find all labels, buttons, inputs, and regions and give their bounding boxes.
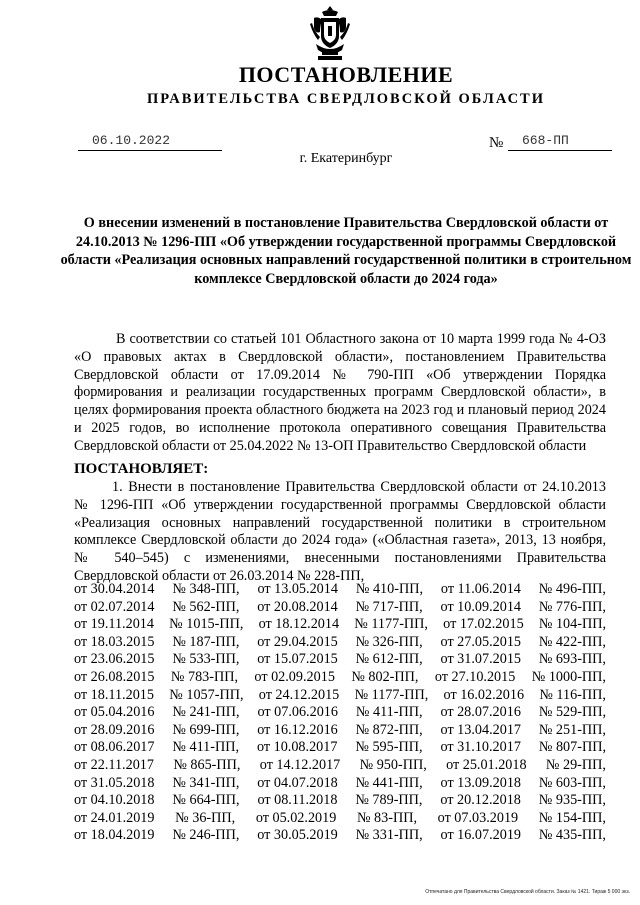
amendment-row (74, 651, 606, 669)
amendment-number: № 776-ПП, (538, 598, 606, 615)
amendment-date: от 17.02.2015 (443, 616, 524, 633)
amendment-date: от 07.06.2016 (257, 704, 338, 721)
amendment-number: № 807-ПП, (538, 739, 606, 756)
amendment-date: от 13.09.2018 (440, 774, 522, 791)
amendment-number: № 693-ПП, (538, 651, 606, 668)
amendment-date: от 15.07.2015 (257, 651, 338, 668)
amendment-row (74, 581, 606, 599)
amendment-date: от 04.07.2018 (257, 774, 338, 791)
amendment-date: от 05.04.2016 (74, 704, 155, 721)
amendment-number: № 865-ПП, (173, 756, 241, 773)
amendment-date: от 28.09.2016 (74, 721, 155, 738)
amendment-number: № 529-ПП, (538, 704, 606, 721)
amendment-number: № 326-ПП, (355, 633, 423, 650)
amendment-row (74, 775, 606, 793)
amendment-row (74, 687, 606, 705)
amendment-row (74, 827, 606, 845)
amendment-number: № 1177-ПП, (354, 686, 429, 703)
decree-keyword: ПОСТАНОВЛЯЕТ: (74, 461, 209, 477)
amendment-date: от 27.10.2015 (434, 668, 516, 685)
amendment-date: от 30.04.2014 (74, 581, 155, 597)
amendment-date: от 24.12.2015 (258, 686, 340, 703)
amendment-date: от 25.01.2018 (446, 756, 527, 773)
amendment-number: № 717-ПП, (355, 598, 423, 615)
amendment-date: от 10.08.2017 (256, 739, 338, 756)
amendment-number: № 251-ПП, (538, 721, 606, 738)
amendment-row (74, 634, 606, 652)
amendment-date: от 19.11.2014 (74, 616, 154, 633)
amendment-date: от 23.06.2015 (74, 651, 155, 668)
amendment-number: № 341-ПП, (172, 774, 240, 791)
amendments-list (74, 581, 606, 845)
amendment-number: № 562-ПП, (172, 598, 240, 615)
amendment-date: от 20.08.2014 (257, 598, 338, 615)
clause-1-paragraph: 1. Внести в постановление Правительства Свердловской области от 24.10.2013 № 1296-ПП «Об утверждении государственной программы Свердловской области «Реализация основных направлений государственной политики в строительном комплексе Свердловской области до 2024 года» («Областная газета», 2013, 13 ноября, № 540–545) с изменениями, внесенными постановлениями Правительства Свердловской области от 26.03.2014 № 228-ПП, (74, 479, 606, 584)
decree-subject: О внесении изменений в постановление Правительства Свердловской области от 24.10.2013 № 1296-ПП «Об утверждении государственной программы Свердловской области «Реализация основных направлений государственной политики в строительном комплексе Свердловской области до 2024 года» (60, 215, 632, 287)
amendment-number: № 603-ПП, (538, 774, 606, 791)
amendment-number: № 411-ПП, (172, 739, 240, 756)
amendment-row (74, 616, 606, 634)
amendment-date: от 27.05.2015 (440, 633, 522, 650)
amendment-row (74, 722, 606, 740)
amendment-date: от 18.12.2014 (258, 616, 340, 633)
amendment-date: от 18.03.2015 (74, 633, 155, 650)
coat-of-arms-emblem (308, 4, 352, 62)
amendment-row (74, 739, 606, 757)
preamble-paragraph: В соответствии со статьей 101 Областного закона от 10 марта 1999 года № 4-ОЗ «О правовых актах в Свердловской области», постановлением Правительства Свердловской области от 17.09.2014 № 790-ПП «Об утверждении Порядка формирования и реализации государственных программ Свердловской области», в целях формирования проекта областного бюджета на 2023 год и плановый период 2024 и 2025 годов, во исполнение протокола оперативного совещания Правительства Свердловской области от 25.04.2022 № 13-ОП Правительство Свердловской области (74, 331, 606, 454)
amendment-date: от 10.09.2014 (440, 598, 522, 615)
amendment-date: от 20.12.2018 (440, 792, 521, 809)
amendment-date: от 11.06.2014 (440, 581, 521, 597)
amendment-number: № 36-ПП, (175, 809, 236, 826)
amendment-number: № 83-ПП, (356, 809, 418, 826)
amendment-row (74, 704, 606, 722)
decree-date: 06.10.2022 (78, 133, 222, 151)
amendment-number: № 699-ПП, (172, 721, 240, 738)
amendment-number: № 872-ПП, (355, 721, 423, 738)
amendment-number: № 950-ПП, (359, 756, 427, 773)
amendment-number: № 1057-ПП, (169, 686, 244, 703)
amendment-number: № 1000-ПП, (531, 668, 606, 685)
amendment-number: № 422-ПП, (538, 633, 606, 650)
amendment-number: № 154-ПП, (538, 809, 606, 826)
print-footer: Отпечатано для Правительства Свердловской области. Заказ № 1421. Тираж 5 000 экз. (425, 889, 630, 895)
amendment-number: № 435-ПП, (538, 827, 606, 844)
amendment-date: от 02.09.2015 (254, 668, 335, 685)
amendment-number: № 116-ПП, (539, 686, 606, 703)
amendment-number: № 935-ПП, (538, 792, 606, 809)
amendment-number: № 411-ПП, (355, 704, 423, 721)
amendment-number: № 241-ПП, (172, 704, 240, 721)
amendment-number: № 104-ПП, (538, 616, 606, 633)
amendment-date: от 28.07.2016 (440, 704, 521, 721)
amendment-date: от 02.07.2014 (74, 598, 155, 615)
amendment-number: № 1015-ПП, (169, 616, 244, 633)
amendment-number: № 802-ПП, (351, 668, 419, 685)
amendment-date: от 18.11.2015 (74, 686, 154, 703)
amendment-number: № 187-ПП, (172, 633, 240, 650)
amendment-number: № 612-ПП, (355, 651, 423, 668)
amendment-date: от 16.02.2016 (443, 686, 525, 703)
amendment-number: № 246-ПП, (172, 827, 240, 844)
amendment-number: № 441-ПП, (355, 774, 423, 791)
amendment-row (74, 792, 606, 810)
amendment-number: № 783-ПП, (170, 668, 239, 685)
amendment-row (74, 810, 606, 828)
amendment-date: от 08.06.2017 (74, 739, 155, 756)
amendment-number: № 331-ПП, (355, 827, 423, 844)
amendment-date: от 22.11.2017 (74, 756, 154, 773)
amendment-date: от 16.07.2019 (440, 827, 522, 844)
amendment-date: от 31.05.2018 (74, 774, 155, 791)
amendment-number: № 595-ПП, (355, 739, 423, 756)
amendment-number: № 29-ПП, (545, 756, 606, 773)
amendment-number: № 533-ПП, (172, 651, 240, 668)
document-title: ПОСТАНОВЛЕНИЕ (238, 62, 454, 87)
amendment-date: от 29.04.2015 (257, 633, 338, 650)
amendment-date: от 24.01.2019 (74, 809, 155, 826)
amendment-date: от 07.03.2019 (437, 809, 519, 826)
amendment-date: от 14.12.2017 (259, 756, 341, 773)
amendment-date: от 13.04.2017 (440, 721, 522, 738)
amendment-number: № 410-ПП, (355, 581, 423, 597)
amendment-date: от 04.10.2018 (74, 792, 155, 809)
decree-number: 668-ПП (508, 133, 612, 151)
amendment-date: от 31.07.2015 (440, 651, 522, 668)
amendment-date: от 13.05.2014 (257, 581, 338, 597)
amendment-date: от 08.11.2018 (257, 792, 338, 809)
amendment-number: № 664-ПП, (172, 792, 240, 809)
amendment-row (74, 599, 606, 617)
document-issuer: ПРАВИТЕЛЬСТВА СВЕРДЛОВСКОЙ ОБЛАСТИ (146, 91, 546, 107)
amendment-date: от 30.05.2019 (257, 827, 338, 844)
amendment-row (74, 669, 606, 687)
amendment-number: № 496-ПП, (538, 581, 606, 597)
amendment-number: № 789-ПП, (355, 792, 423, 809)
amendment-number: № 348-ПП, (172, 581, 240, 597)
amendment-date: от 16.12.2016 (257, 721, 338, 738)
number-label: № (489, 135, 504, 151)
city-name: г. Екатеринбург (299, 151, 393, 166)
amendment-date: от 05.02.2019 (255, 809, 337, 826)
amendment-date: от 18.04.2019 (74, 827, 155, 844)
amendment-number: № 1177-ПП, (354, 616, 428, 633)
amendment-row (74, 757, 606, 775)
amendment-date: от 31.10.2017 (440, 739, 521, 756)
amendment-date: от 26.08.2015 (74, 668, 155, 685)
